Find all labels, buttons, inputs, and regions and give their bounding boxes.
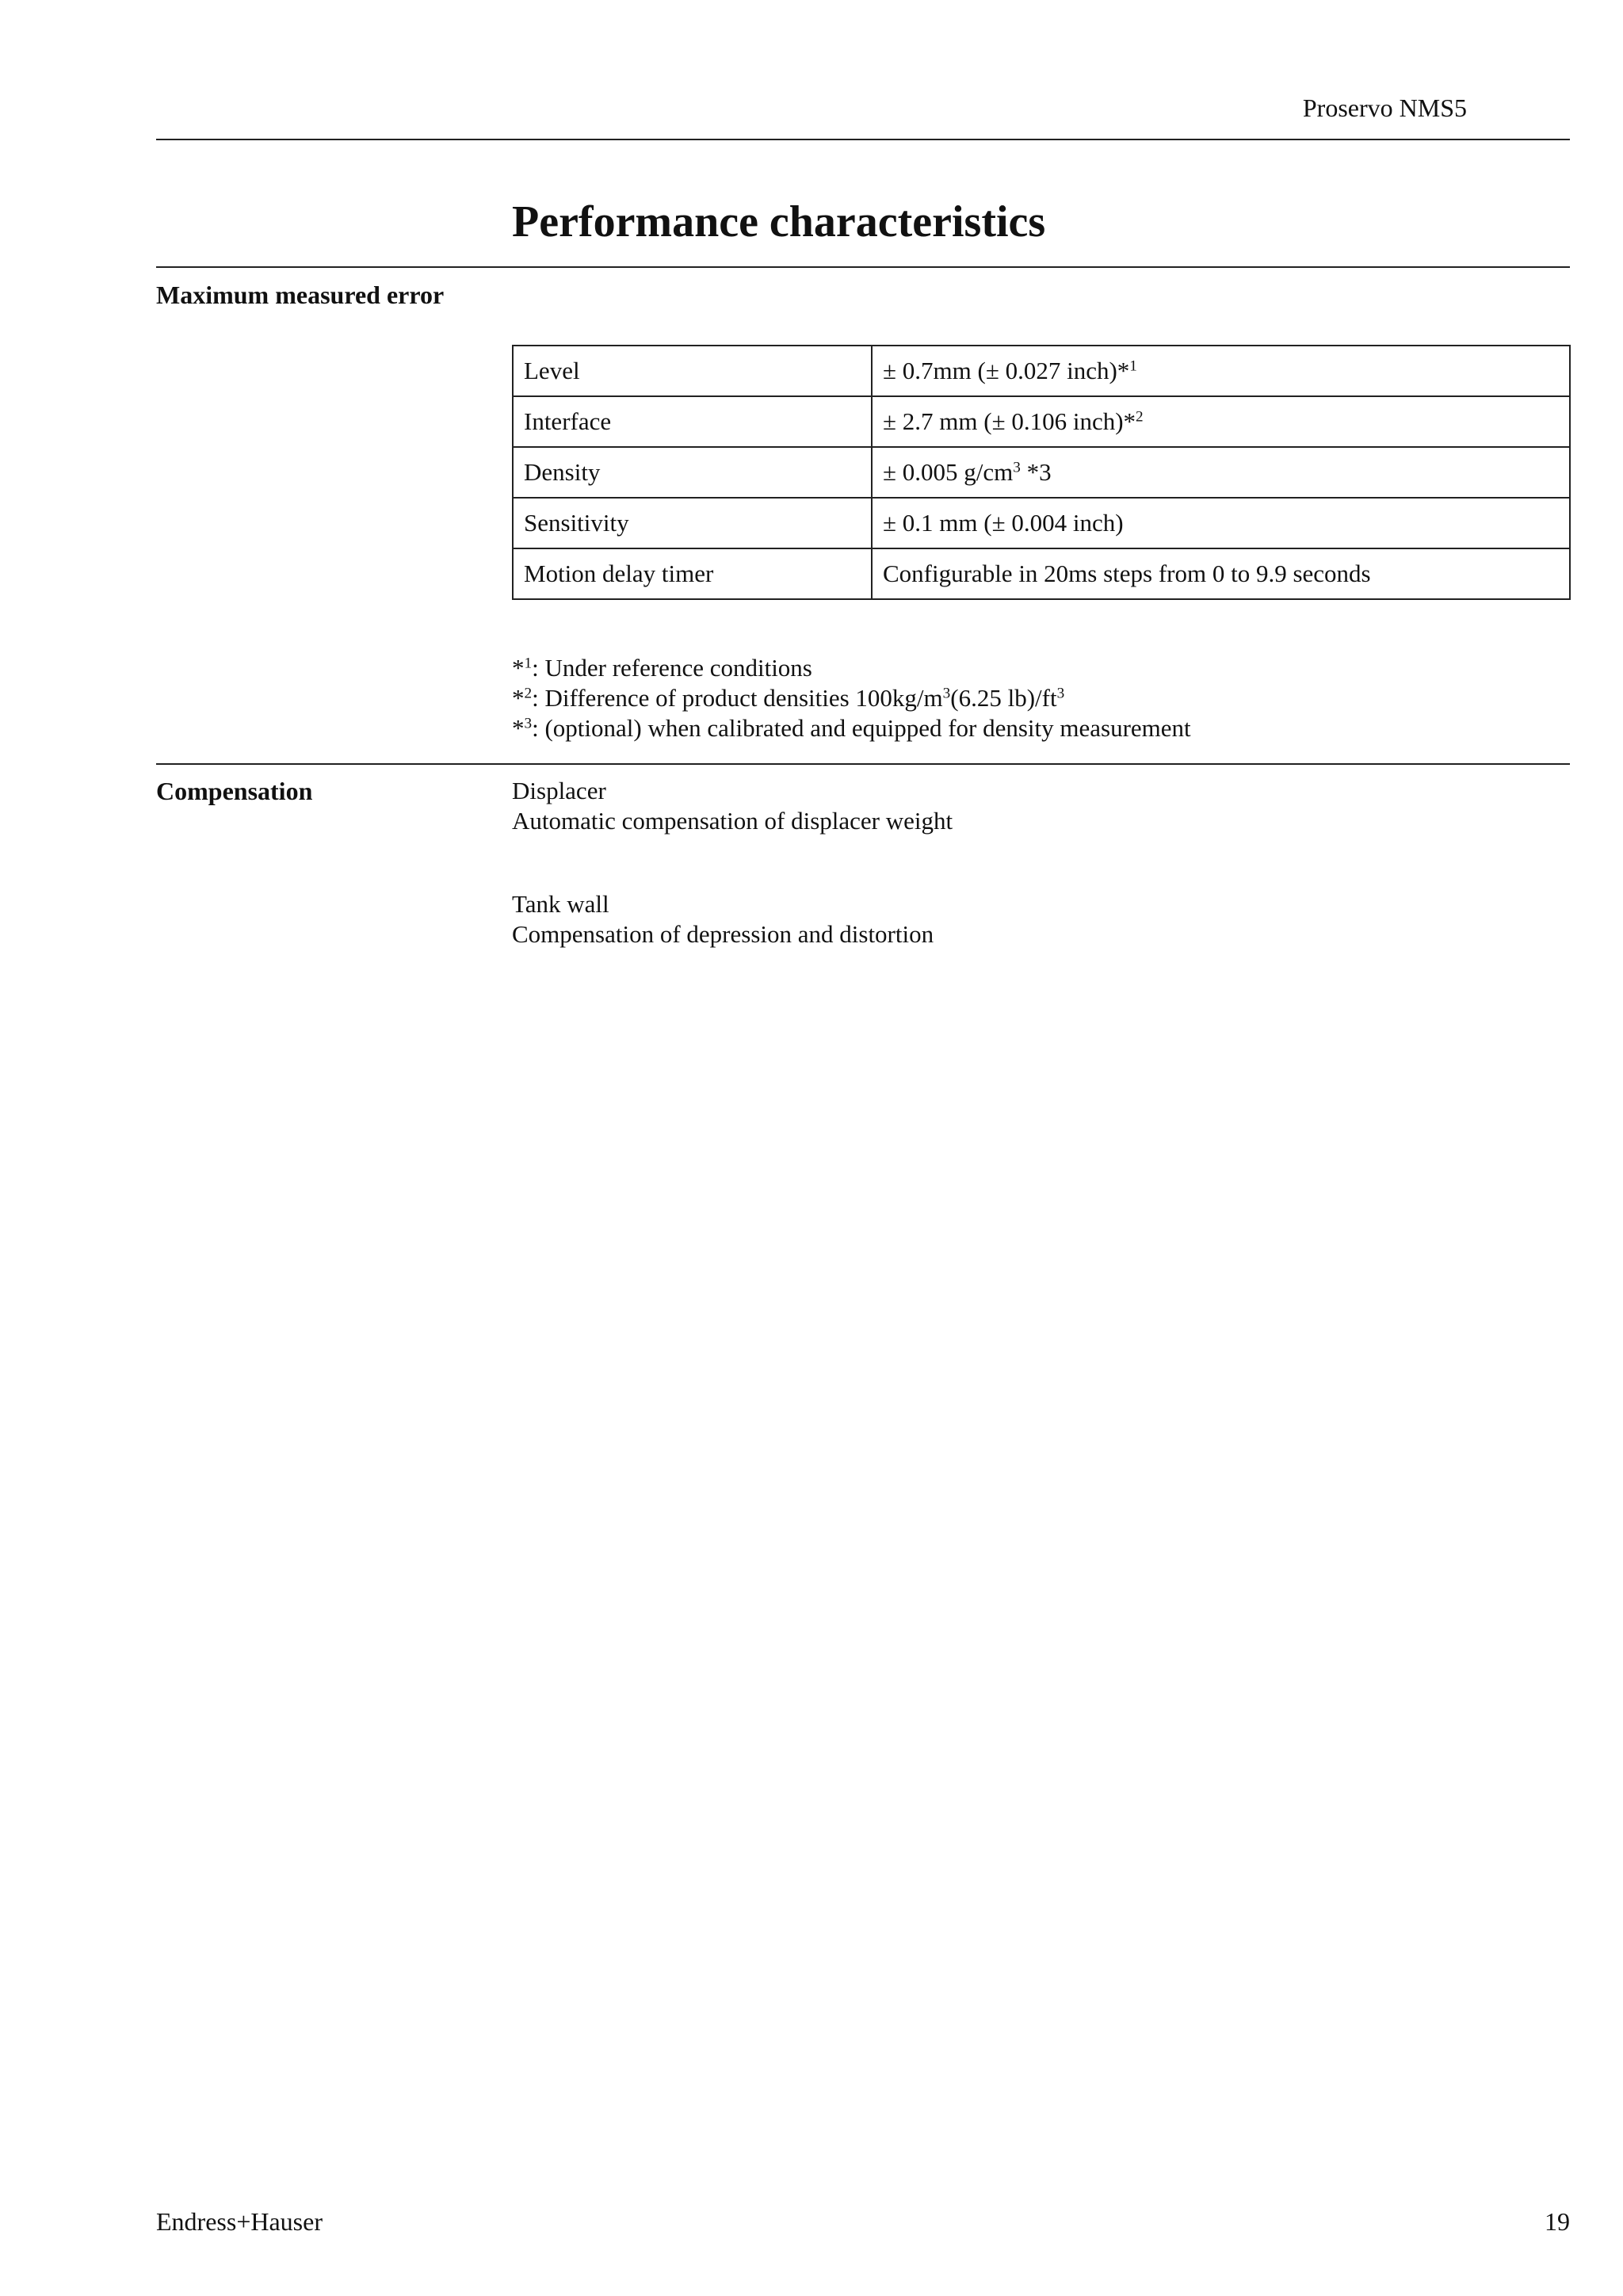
row-name: Density — [513, 447, 872, 498]
table-row — [513, 548, 1570, 599]
section-label-max-error: Maximum measured error — [156, 281, 445, 309]
row-name: Sensitivity — [513, 498, 872, 548]
footnotes — [512, 653, 1191, 743]
header-rule — [156, 139, 1570, 140]
row-value: ± 2.7 mm (± 0.106 inch)*$^2$ — [872, 396, 1570, 447]
row-name: Motion delay timer — [513, 548, 872, 599]
section-rule — [156, 763, 1570, 765]
row-value: ± 0.1 mm (± 0.004 inch) — [872, 498, 1570, 548]
footer-page-number: 19 — [1545, 2207, 1570, 2236]
table-row — [513, 498, 1570, 548]
subsection-body-tank-wall: Compensation of depression and distortion — [512, 920, 934, 948]
footnote: *$^3$: (optional) when calibrated and equipped for density measurement — [512, 714, 1191, 742]
header-product-name: Proservo NMS5 — [1302, 94, 1467, 122]
footnote: *$^2$: Difference of product densities $100kg/m^3(6.25$ $lb)/ft^3$ — [512, 684, 1065, 712]
row-value: ± 0.7mm (± 0.027 inch)*$^1$ — [872, 346, 1570, 396]
page-title: Performance characteristics — [512, 197, 1046, 246]
max-error-table — [512, 345, 1571, 600]
footnote: *$^1$: Under reference conditions — [512, 654, 812, 682]
section-label-compensation: Compensation — [156, 777, 313, 805]
row-value: Configurable in 20ms steps from 0 to 9.9 seconds — [872, 548, 1570, 599]
table-row — [513, 396, 1570, 447]
table-row — [513, 447, 1570, 498]
row-name: Interface — [513, 396, 872, 447]
footer-brand: Endress+Hauser — [156, 2207, 323, 2236]
subsection-heading-displacer: Displacer — [512, 777, 606, 804]
subsection-heading-tank-wall: Tank wall — [512, 890, 609, 918]
subsection-body-displacer: Automatic compensation of displacer weight — [512, 807, 953, 835]
table-row — [513, 346, 1570, 396]
row-value: ± 0.005 $g/cm^3$ *3 — [872, 447, 1570, 498]
row-name: Level — [513, 346, 872, 396]
section-rule — [156, 266, 1570, 268]
